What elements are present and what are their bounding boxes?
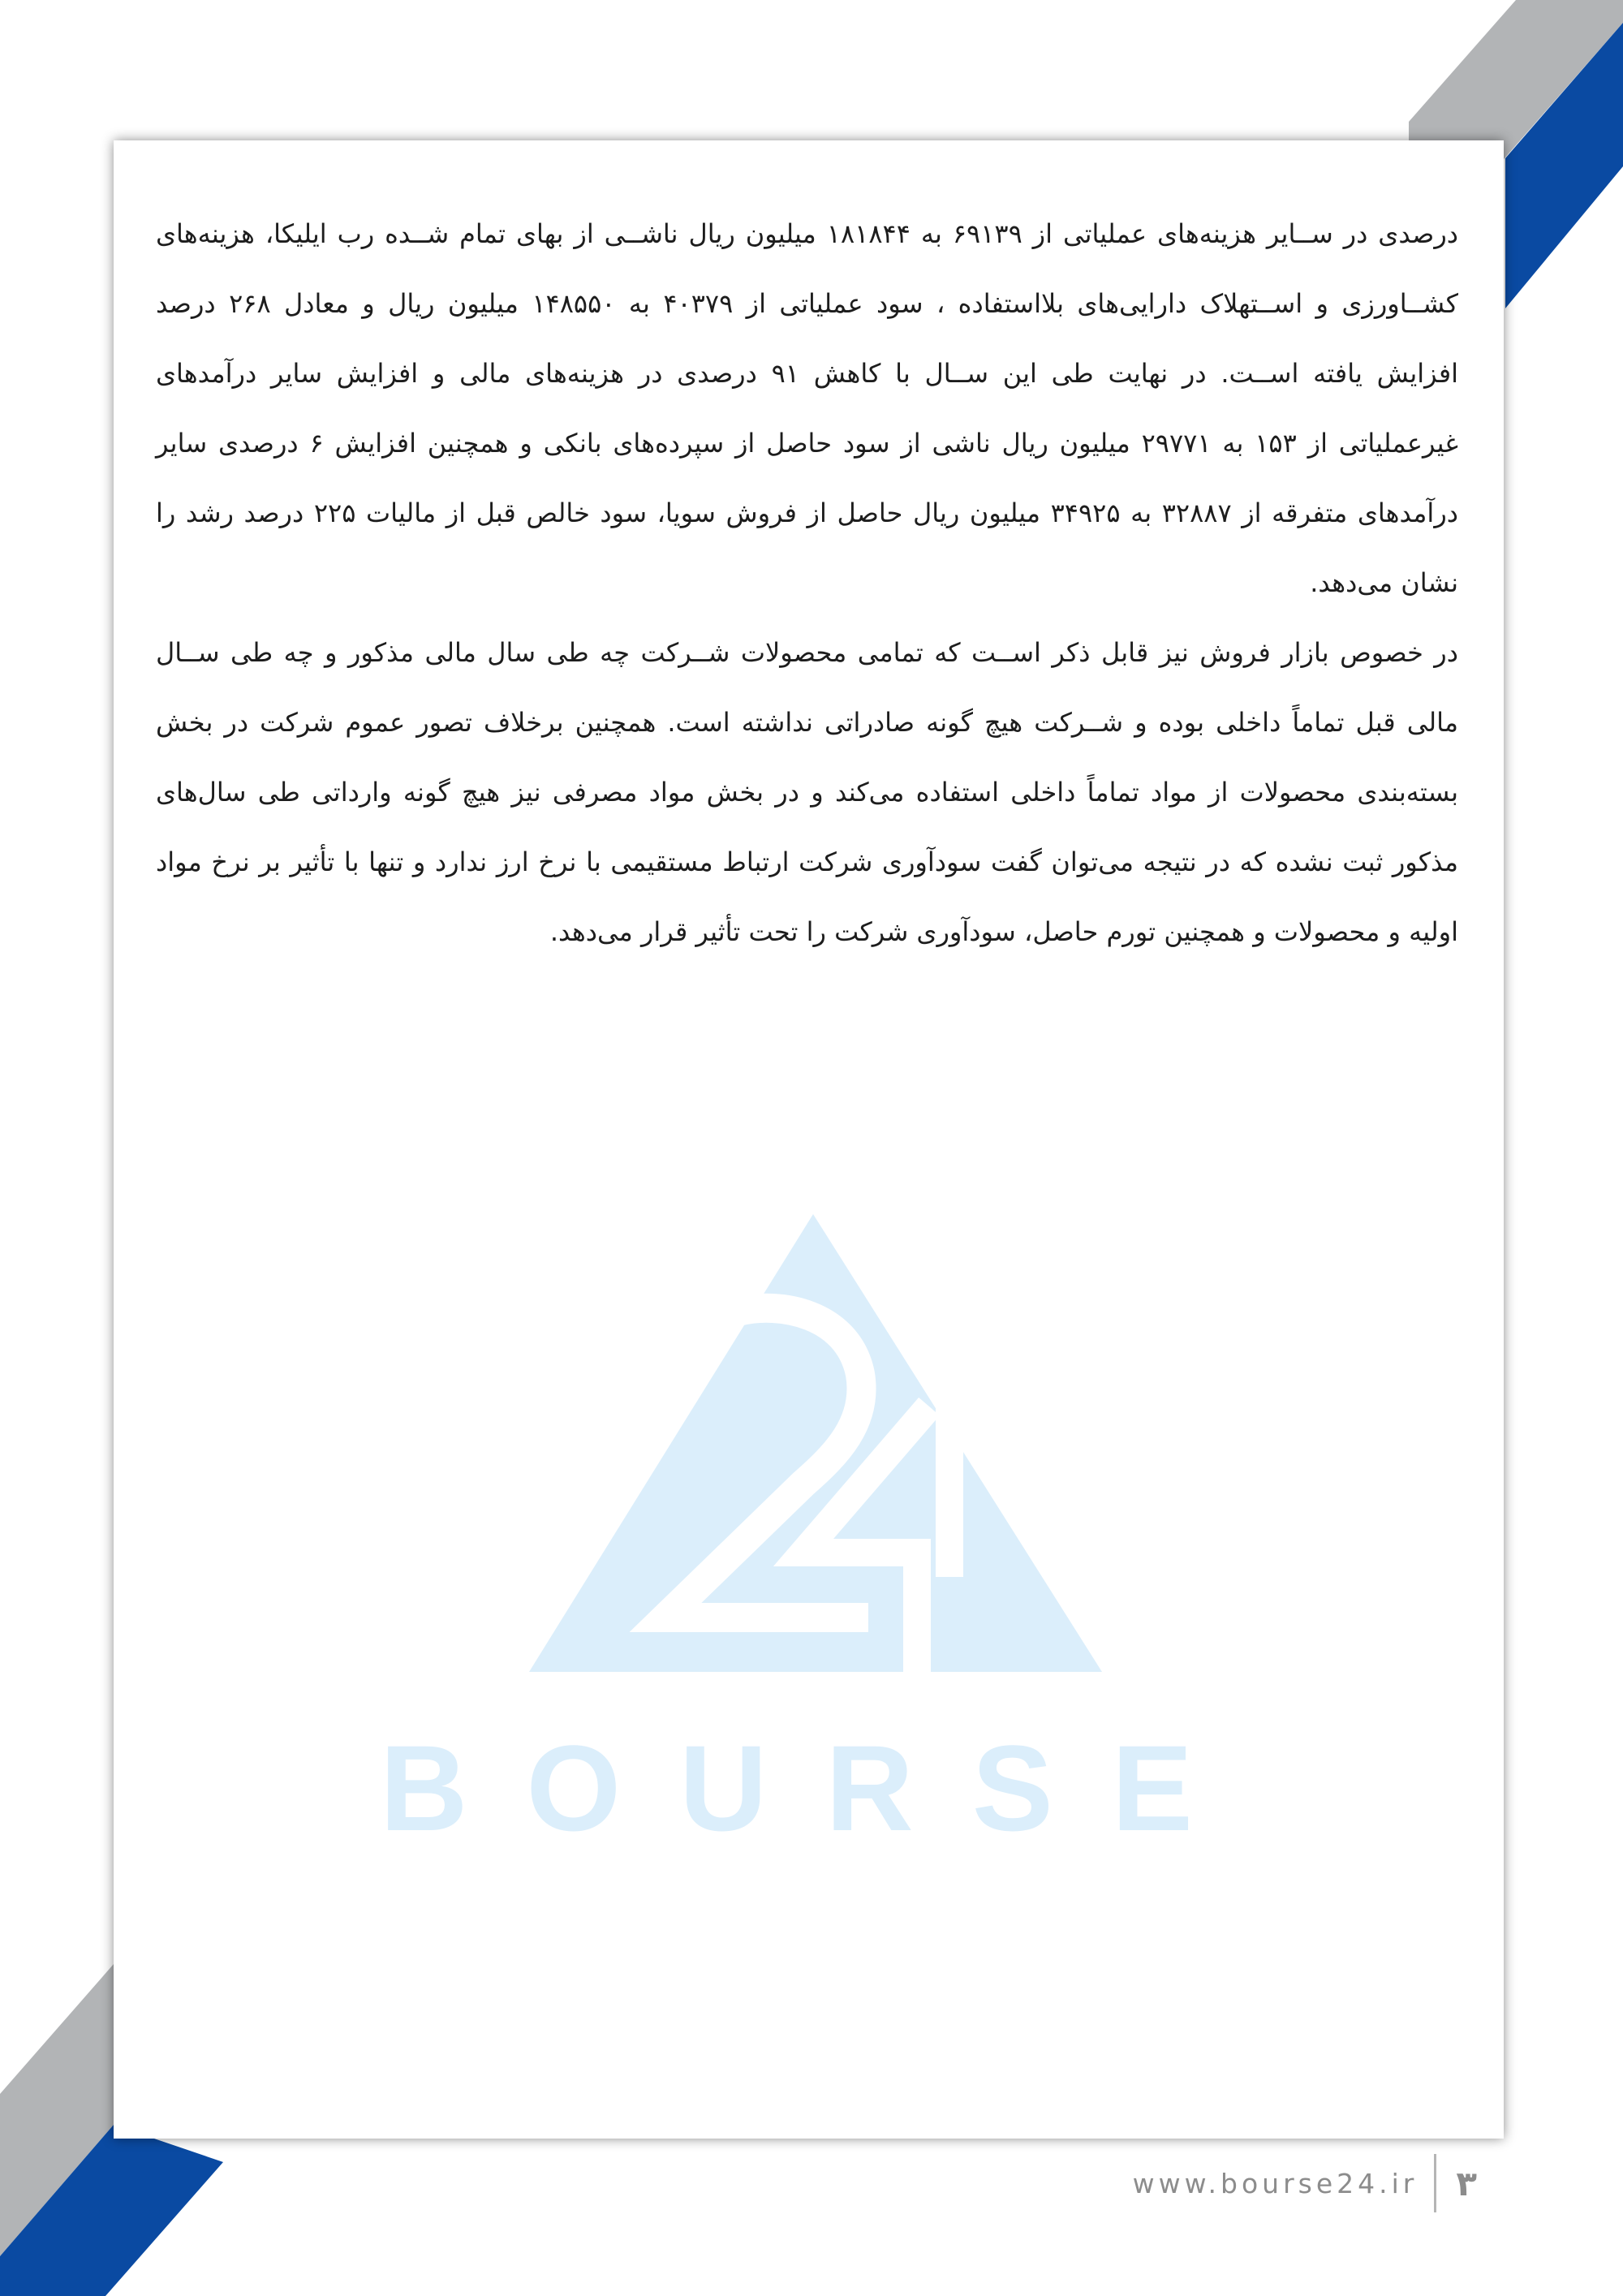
page-number: ۳ bbox=[1456, 2163, 1477, 2203]
footer-divider bbox=[1434, 2154, 1436, 2212]
paragraph-operating-profit: درصدی در ســایر هزینه‌های عملیاتی از ۶۹۱۳۹ به ۱۸۱۸۴۴ میلیون ریال ناشــی از بهای تمام شــده رب ایلیکا، هزینه‌های کشــاورزی و اســتهلاک دارایی‌های بلااستفاده ، سود عملیاتی از ۴۰۳۷۹ به ۱۴۸۵۵۰ میلیون ریال و معادل ۲۶۸ درصد افزایش یافته اســت. در نهایت طی این ســال با کاهش ۹۱ درصدی در هزینه‌های مالی و افزایش سایر درآمدهای غیرعملیاتی از ۱۵۳ به ۲۹۷۷۱ میلیون ریال ناشی از سود حاصل از سپرده‌های بانکی و همچنین افزایش ۶ درصدی سایر درآمدهای متفرقه از ۳۲۸۸۷ به ۳۴۹۲۵ میلیون ریال حاصل از فروش سویا، سود خالص قبل از مالیات ۲۲۵ درصد رشد را نشان می‌دهد. bbox=[156, 218, 1459, 598]
triangle-logo-icon bbox=[529, 1214, 1102, 1672]
watermark-wordmark: BOURSE bbox=[380, 1720, 1251, 1856]
footer bbox=[1133, 2151, 1477, 2216]
footer-website-link[interactable]: www.bourse24.ir bbox=[1132, 2167, 1419, 2199]
body-text bbox=[156, 199, 1458, 967]
paragraph-sales-market: در خصوص بازار فروش نیز قابل ذکر اســت که تمامی محصولات شــرکت چه طی سال مالی مذکور و چه طی ســال مالی قبل تماماً داخلی بوده و شــرکت هیچ گونه صادراتی نداشته است. همچنین برخلاف تصور عموم شرکت در بخش بسته‌بندی محصولات از مواد تماماً داخلی استفاده می‌کند و در بخش مواد مصرفی نیز هیچ گونه وارداتی طی سال‌های مذکور ثبت نشده که در نتیجه می‌توان گفت سودآوری شرکت ارتباط مستقیمی با نرخ ارز ندارد و تنها با تأثیر بر نرخ مواد اولیه و محصولات و همچنین تورم حاصل، سودآوری شرکت را تحت تأثیر قرار می‌دهد. bbox=[156, 637, 1458, 947]
page-card bbox=[114, 140, 1504, 2139]
